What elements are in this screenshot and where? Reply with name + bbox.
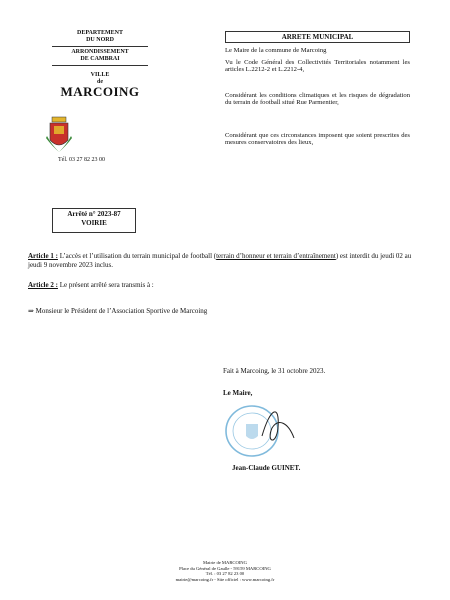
article-1-text: L’accès et l’utilisation du terrain municipal de football ( [59,252,217,260]
department-label: DEPARTEMENT DU NORD [76,30,123,43]
footer [135,560,315,582]
divider [52,65,148,66]
signer-role: Le Maire, [223,389,253,397]
article-1-text-end: ) est interdit du jeudi 02 au jeudi 9 novembre 2023 inclus. [28,252,412,269]
decree-number-box [52,208,136,233]
article-1-label: Article 1 : [28,252,58,260]
town-telephone: Tél. 03 27 82 23 00 [58,157,105,163]
official-stamp-icon [222,398,302,460]
de-label: de [97,79,103,85]
decree-title: ARRETE MUNICIPAL [225,31,410,43]
municipality-header [40,30,160,99]
article-1-underlined: terrain d’honneur et terrain d’entraînement [216,252,336,260]
footer-line: Place du Général de Gaulle - 59159 MARCOING [179,565,271,571]
town-crest-icon [44,114,74,154]
footer-line: Tél. : 03 27 82 23 00 [205,571,245,577]
decree-number: Arrêté n° 2023-87 [67,210,121,218]
footer-line: mairie@marcoing.fr - Site officiel : www.marcoing.fr [175,576,275,582]
divider [52,46,148,47]
arrondissement-label: ARRONDISSEMENT DE CAMBRAI [71,49,129,62]
article-2-text: Le présent arrêté sera transmis à : [59,281,154,289]
footer-line: Mairie de MARCOING [203,560,247,565]
town-name: MARCOING [60,84,140,99]
place-date: Fait à Marcoing, le 31 octobre 2023. [223,367,326,375]
decree-category: VOIRIE [81,219,107,227]
article-2 [28,281,418,290]
preamble-line: Le Maire de la commune de Marcoing [225,47,327,54]
preamble-line: Considérant que ces circonstances imposent que soient prescrites des mesures conservatoires des lieux, [225,132,410,147]
article-2-label: Article 2 : [28,281,58,289]
article-1 [28,252,418,270]
signer-name: Jean-Claude GUINET. [232,464,301,472]
preamble-line: Considérant les conditions climatiques et les risques de dégradation du terrain de football situé Rue Parmentier, [225,92,410,107]
preamble-line: Vu le Code Général des Collectivités Territoriales notamment les articles L.2212-2 et L.2212-4, [225,59,410,74]
recipient-line: ⇒ Monsieur le Président de l’Association Sportive de Marcoing [28,307,208,315]
ville-label: VILLE [90,72,110,78]
